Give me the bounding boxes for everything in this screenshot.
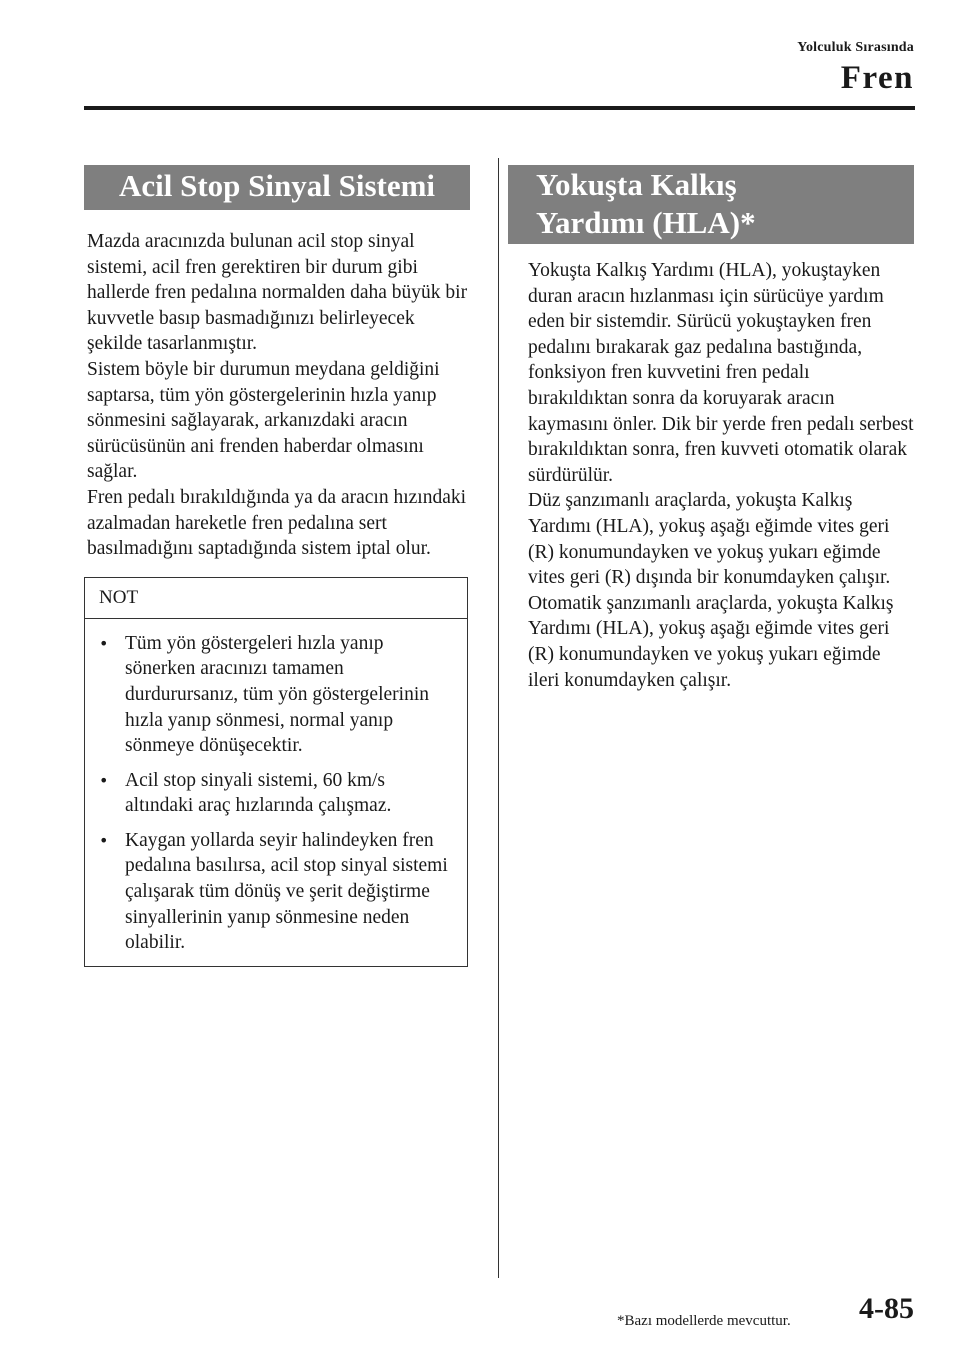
note-item (99, 631, 457, 759)
section-banner-hill-launch-assist (508, 165, 914, 244)
note-item (99, 828, 457, 956)
right-paragraph: Yokuşta Kalkış Yardımı (HLA), yokuştayken duran aracın hızlanması için sürücüye yardım eden bir sistemdir. Sürücü yokuştayken fren pedalını bırakarak gaz pedalına bastığında, fonksiyon fren kuvvetini fren pedalı bırakıldıktan sonra da koruyarak aracın kaymasını önler. Dik bir yerde fren pedalı serbest bırakıldıktan sonra, fren kuvveti otomatik olarak sürdürülür. (528, 260, 914, 486)
note-title: NOT (85, 578, 467, 619)
footnote: *Bazı modellerde mevcuttur. (617, 1313, 791, 1329)
page-number: 4-85 (859, 1292, 914, 1325)
left-paragraph: Fren pedalı bırakıldığında ya da aracın hızındaki azalmadan hareketle fren pedalına sert basılmadığını saptadığında sistem iptal olur. (87, 486, 467, 560)
left-paragraph: Sistem böyle bir durumun meydana geldiğini saptarsa, tüm yön göstergelerinin hızla yanıp sönmesini sağlayarak, arkanızdaki aracın sürücüsünün ani frenden haberdar olmasını sağlar. (87, 358, 440, 483)
left-column (84, 165, 470, 967)
right-body-text (508, 258, 914, 693)
note-item-text: Kaygan yollarda seyir halindeyken fren pedalına basılırsa, acil stop sinyal sistemi çalışarak tüm dönüş ve şerit değiştirme sinyallerinin yanıp sönmesine neden olabilir. (125, 829, 448, 954)
note-item-text: Acil stop sinyali sistemi, 60 km/s altındaki araç hızlarında çalışmaz. (125, 769, 392, 817)
left-body-text (84, 229, 470, 562)
header-chapter-title: Fren (840, 60, 914, 96)
note-item (99, 768, 457, 819)
note-item-text: Tüm yön göstergeleri hızla yanıp sönerken aracınızı tamamen durdurursanız, tüm yön göstergelerinin hızla yanıp sönmesi, normal yanıp sönmeye dönüşecektir. (125, 632, 429, 757)
section-banner-emergency-stop-signal: Acil Stop Sinyal Sistemi (84, 165, 470, 210)
note-box (84, 577, 468, 967)
bullet-icon: • (99, 770, 109, 790)
header-section-title: Yolculuk Sırasında (797, 40, 914, 55)
right-paragraph: Otomatik şanzımanlı araçlarda, yokuşta Kalkış Yardımı (HLA), yokuş aşağı eğimde vites geri (R) konumundayken ve yokuş yukarı eğimde ileri konumdayken çalışır. (528, 592, 894, 691)
header-rule (84, 106, 915, 110)
banner-title-line-2: Yardımı (HLA)* (536, 205, 756, 240)
note-list (85, 619, 467, 966)
right-column (508, 165, 914, 693)
left-paragraph: Mazda aracınızda bulunan acil stop sinyal sistemi, acil fren gerektiren bir durum gibi hallerde fren pedalına normalden daha büyük bir kuvvetle basıp basmadığınızı belirleyecek şekilde tasarlanmıştır. (87, 231, 468, 355)
right-paragraph: Düz şanzımanlı araçlarda, yokuşta Kalkış Yardımı (HLA), yokuş aşağı eğimde vites geri (R) konumundayken ve yokuş yukarı eğimde vites geri (R) dışında bir konumdayken çalışır. (528, 490, 891, 589)
column-divider (498, 158, 499, 1278)
banner-title-line-1: Yokuşta Kalkış (536, 167, 737, 202)
bullet-icon: • (99, 830, 109, 850)
bullet-icon: • (99, 633, 109, 653)
